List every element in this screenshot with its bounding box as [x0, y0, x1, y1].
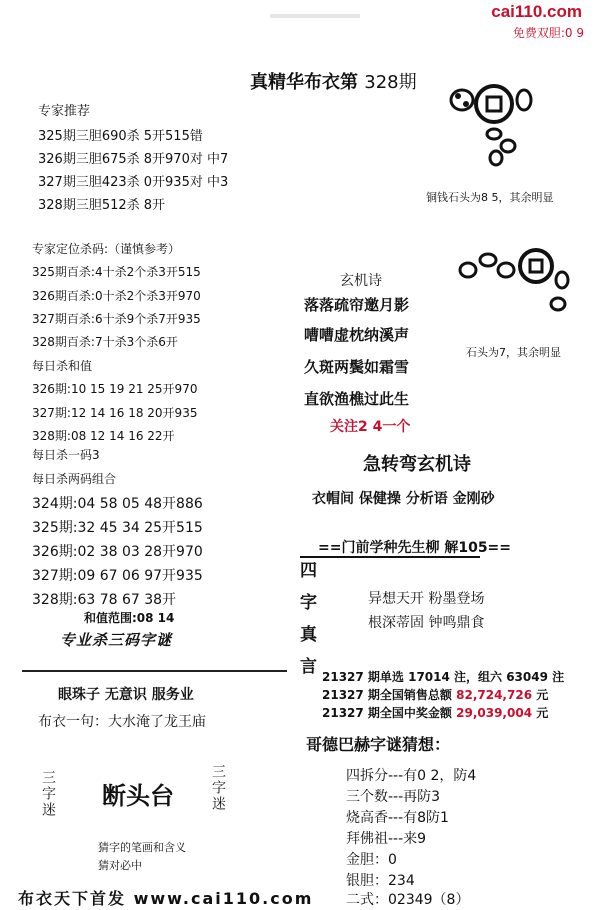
title-issue: 328期: [364, 72, 417, 93]
godel-line: 二式：02349（8）: [346, 892, 470, 908]
sum-kill-line: 327期:12 14 16 18 20开935: [32, 406, 198, 420]
sum-kill-heading: 每日杀和值: [32, 359, 93, 373]
two-combo-line: 326期:02 38 03 28开970: [32, 544, 203, 560]
door-underline: [300, 556, 480, 558]
buyi-line: 布衣一句：大水淹了龙王庙: [38, 714, 206, 730]
coin-picture-1: [444, 82, 554, 182]
sum-kill-line: 326期:10 15 19 21 25开970: [32, 382, 198, 396]
site-brand[interactable]: cai110.com: [491, 2, 582, 21]
page-title: [250, 68, 417, 94]
title-main: 真精华布衣第: [250, 72, 358, 93]
poem-heading: 玄机诗: [340, 273, 382, 289]
godel-line: 银胆：234: [346, 873, 415, 889]
stat-line: 21327 期单选 17014 注，组六 63049 注: [322, 670, 565, 684]
riddle-title: 专业杀三码字谜: [60, 631, 173, 649]
footer-banner: 布衣天下首发 www.cai110.com: [18, 889, 314, 908]
stat-label: 21327 期全国销售总额: [322, 688, 452, 702]
poem-line: 落落疏帘邀月影: [304, 296, 410, 314]
turn-title: 急转弯玄机诗: [363, 454, 471, 475]
stat-line: [322, 686, 548, 703]
poem-line: 久斑两鬓如霜雪: [304, 358, 410, 376]
two-combo-line: 327期:09 67 06 97开935: [32, 568, 203, 584]
coin-picture-2: [458, 246, 578, 326]
door-line: ==门前学种先生柳 解105==: [318, 540, 512, 556]
stat-value: 29,039,004: [456, 706, 533, 720]
zimi-left: 三字迷: [40, 770, 56, 818]
four-words-line: 异想天开 粉墨登场: [368, 591, 485, 607]
expert-line: 327期三胆423杀 0开935对 中3: [38, 175, 229, 190]
kill-one-code: 每日杀一码3: [32, 448, 100, 462]
position-kill-line: 325期百杀:4十杀2个杀3开515: [32, 265, 201, 279]
coin-caption-2: 石头为7，其余明显: [466, 346, 561, 359]
poem-line: 嘈嘈虚枕纳溪声: [304, 326, 410, 344]
divider: [22, 670, 287, 672]
coin-caption-1: 铜钱石头为8 5，其余明显: [426, 191, 554, 204]
guess-note: 猜字的笔画和含义: [98, 841, 186, 854]
godel-line: 金胆：0: [346, 852, 397, 868]
free-double-dan: 免费双胆:0 9: [512, 26, 584, 40]
godel-heading: 哥德巴赫字谜猜想：: [306, 735, 451, 754]
four-char: 字: [300, 593, 317, 613]
godel-line: 烧高香---有8防1: [346, 810, 449, 826]
zimi-center: 断头台: [102, 782, 174, 810]
four-words-line: 根深蒂固 钟鸣鼎食: [368, 615, 485, 631]
stat-label: 21327 期全国中奖金额: [322, 706, 452, 720]
top-smudge: [270, 14, 360, 18]
godel-line: 四拆分---有0 2，防4: [346, 768, 477, 784]
zimi-right: 三字迷: [210, 764, 226, 812]
four-char: 四: [300, 561, 317, 581]
sum-kill-line: 328期:08 12 14 16 22开: [32, 429, 175, 443]
two-combo-line: 325期:32 45 34 25开515: [32, 520, 203, 536]
two-combo-heading: 每日杀两码组合: [32, 472, 117, 486]
position-kill-line: 327期百杀:6十杀9个杀7开935: [32, 312, 201, 326]
expert-heading: 专家推荐: [38, 104, 91, 119]
position-kill-line: 326期百杀:0十杀2个杀3开970: [32, 289, 201, 303]
poem-focus: 关注2 4一个: [330, 419, 411, 435]
poem-line: 直欲渔樵过此生: [304, 390, 410, 408]
turn-words: 衣帽间 保健操 分析语 金刚砂: [312, 491, 495, 507]
stat-unit: 元: [536, 706, 549, 720]
sum-range: 和值范围:08 14: [84, 611, 175, 625]
four-char: 言: [300, 657, 317, 677]
four-char: 真: [300, 625, 317, 645]
stat-unit: 元: [536, 688, 549, 702]
stat-line: [322, 704, 548, 721]
godel-line: 拜佛祖---来9: [346, 831, 427, 847]
position-kill-heading: 专家定位杀码:（谨慎参考）: [32, 242, 181, 256]
guess-note: 猜对必中: [98, 859, 142, 872]
expert-line: 326期三胆675杀 8开970对 中7: [38, 152, 229, 167]
stat-value: 82,724,726: [456, 688, 533, 702]
two-combo-line: 328期:63 78 67 38开: [32, 592, 177, 608]
expert-line: 328期三胆512杀 8开: [38, 198, 166, 213]
position-kill-line: 328期百杀:7十杀3个杀6开: [32, 335, 178, 349]
expert-line: 325期三胆690杀 5开515错: [38, 129, 203, 144]
two-combo-line: 324期:04 58 05 48开886: [32, 496, 203, 512]
riddle-line: 眼珠子 无意识 服务业: [58, 687, 194, 703]
godel-line: 三个数---再防3: [346, 789, 441, 805]
